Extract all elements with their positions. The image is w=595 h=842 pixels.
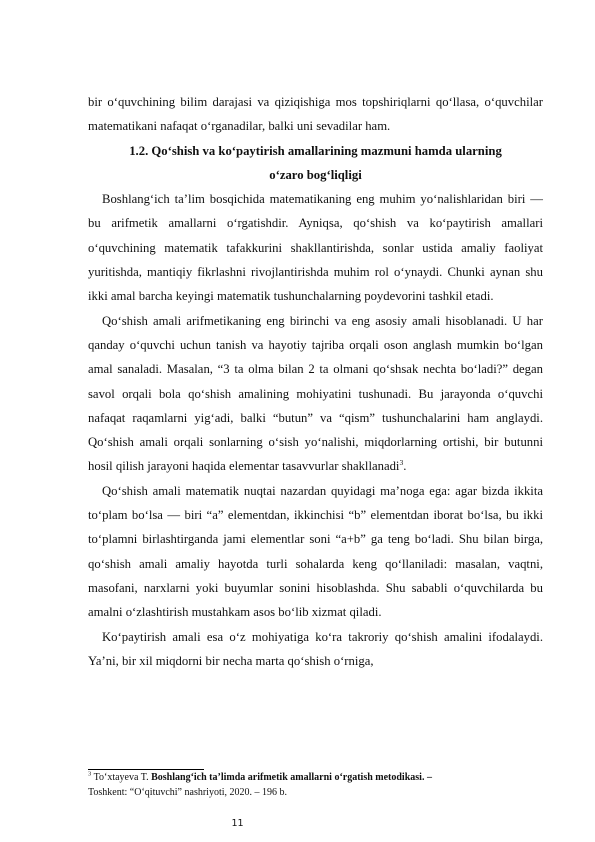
paragraph-1: Boshlang‘ich ta’lim bosqichida matematikaning eng muhim yo‘nalishlaridan biri — bu arifmetik amallarni o‘rgatishdir. Ayniqsa, qo‘shish va ko‘paytirish amallari o‘quvchining matematik tafakkurini shakllantirishda, sonlar ustida amaliy faoliyat yuritishda, mantiqiy fikrlashni rivojlantirishda muhim rol o‘ynaydi. Chunki aynan shu ikki amal barcha keyingi matematik tushunchalarning poydevorini tashkil etadi. — [88, 192, 543, 304]
intro-paragraph: bir o‘quvchining bilim darajasi va qiziqishiga mos topshiriqlarni qo‘llasa, o‘quvchilar matematikani nafaqat o‘rganadilar, balki uni sevadilar ham. — [88, 95, 543, 134]
section-heading-line1: 1.2. Qo‘shish va ko‘paytirish amallarining mazmuni hamda ularning — [129, 143, 502, 158]
footnote-title: Boshlang‘ich ta’limda arifmetik amallarni o‘rgatish metodikasi. – — [151, 772, 432, 783]
page-number — [0, 818, 595, 829]
footnote-reference: 3 — [399, 458, 404, 468]
paragraph-2-text: Qo‘shish amali arifmetikaning eng birinchi va eng asosiy amali hisoblanadi. U har qanday o‘quvchi uchun tanish va hayotiy tajriba orqali oson anglash mumkin bo‘lgan amal sanaladi. Masalan, “3 ta olma bilan 2 ta olmani qo‘shsak nechta bo‘ladi?” degan savol orqali bola qo‘shish amalining mohiyatini tushunadi. Bu jarayonda o‘quvchi nafaqat raqamlarni yig‘adi, balki “butun” va “qism” tushunchalarini ham anglaydi. Qo‘shish amali orqali sonlarning o‘sish yo‘nalishi, miqdorlarning ortishi, bir butunni hosil qilish jarayoni haqida elementar tasavvurlar shakllanadi — [88, 313, 543, 474]
footnote-number: 3 — [88, 770, 92, 778]
body-text — [88, 90, 543, 673]
section-heading-line2: o‘zaro bog‘liqligi — [269, 167, 362, 182]
paragraph-2 — [88, 309, 543, 479]
paragraph-4: Ko‘paytirish amali esa o‘z mohiyatiga ko‘ra takroriy qo‘shish amalini ifodalaydi. Ya’ni, bir xil miqdorni bir necha marta qo‘shish o‘rniga, — [88, 629, 543, 668]
paragraph-2-end: . — [403, 459, 407, 474]
page-number-text: 11 — [231, 818, 244, 829]
paragraph-3: Qo‘shish amali matematik nuqtai nazardan quyidagi ma’noga ega: agar bizda ikkita to‘plam bo‘lsa — biri “a” elementdan, ikkinchisi “b” elementdan iborat bo‘lsa, bu ikki to‘plamni birlashtirganda jami elementlar soni “a+b” ga teng bo‘ladi. Shu bilan birga, qo‘shish amali amaliy hayotda turli sohalarda keng qo‘llaniladi: masalan, vaqtni, masofani, narxlarni yoki buyumlar sonini hisoblashda. Shu sababli o‘quvchilarda bu amalni o‘zlashtirish mustahkam asos bo‘lib xizmat qiladi. — [88, 483, 543, 620]
footnote-author: To‘xtayeva T. — [93, 772, 149, 783]
footnote-publisher: Toshkent: “O‘qituvchi” nashriyoti, 2020. – 196 b. — [88, 786, 287, 798]
footnote-divider — [88, 769, 204, 770]
footnote — [88, 771, 543, 800]
